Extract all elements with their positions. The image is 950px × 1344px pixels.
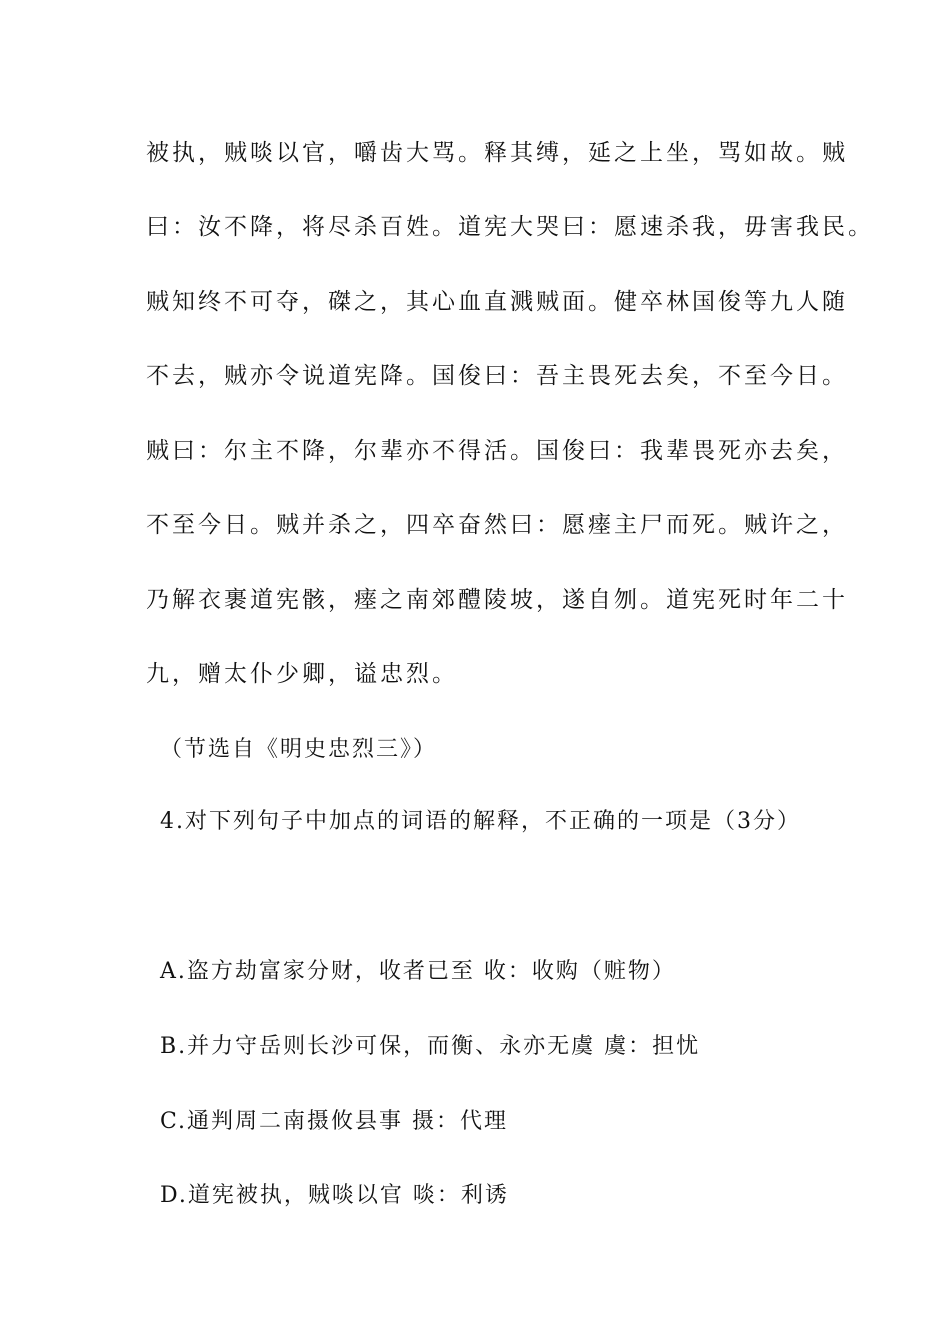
passage-line-7: 乃解衣裹道宪骸，瘗之南郊醴陵坡，遂自刎。道宪死时年二十: [146, 587, 848, 613]
option-b: B.并力守岳则长沙可保，而衡、永亦无虞 虞：担忧: [160, 1034, 701, 1059]
option-a: A.盗方劫富家分财，收者已至 收：收购（赃物）: [160, 959, 676, 984]
passage-line-2: 曰：汝不降，将尽杀百姓。道宪大哭曰：愿速杀我，毋害我民。: [146, 214, 874, 240]
passage-source: （节选自《明史忠烈三》）: [160, 737, 438, 762]
passage-line-8: 九，赠太仆少卿，谥忠烈。: [146, 661, 458, 687]
option-d: D.道宪被执，贼啖以官 啖：利诱: [160, 1183, 509, 1208]
option-c: C.通判周二南摄攸县事 摄：代理: [160, 1109, 509, 1134]
passage-line-6: 不至今日。贼并杀之，四卒奋然曰：愿瘗主尸而死。贼许之，: [146, 512, 848, 538]
passage-line-1: 被执，贼啖以官，嚼齿大骂。释其缚，延之上坐，骂如故。贼: [146, 140, 848, 166]
passage-line-5: 贼曰：尔主不降，尔辈亦不得活。国俊曰：我辈畏死亦去矣，: [146, 438, 848, 464]
passage-line-3: 贼知终不可夺，磔之，其心血直溅贼面。健卒林国俊等九人随: [146, 289, 848, 315]
passage-line-4: 不去，贼亦令说道宪降。国俊曰：吾主畏死去矣，不至今日。: [146, 363, 848, 389]
question-stem: 4.对下列句子中加点的词语的解释，不正确的一项是（3分）: [160, 809, 801, 834]
